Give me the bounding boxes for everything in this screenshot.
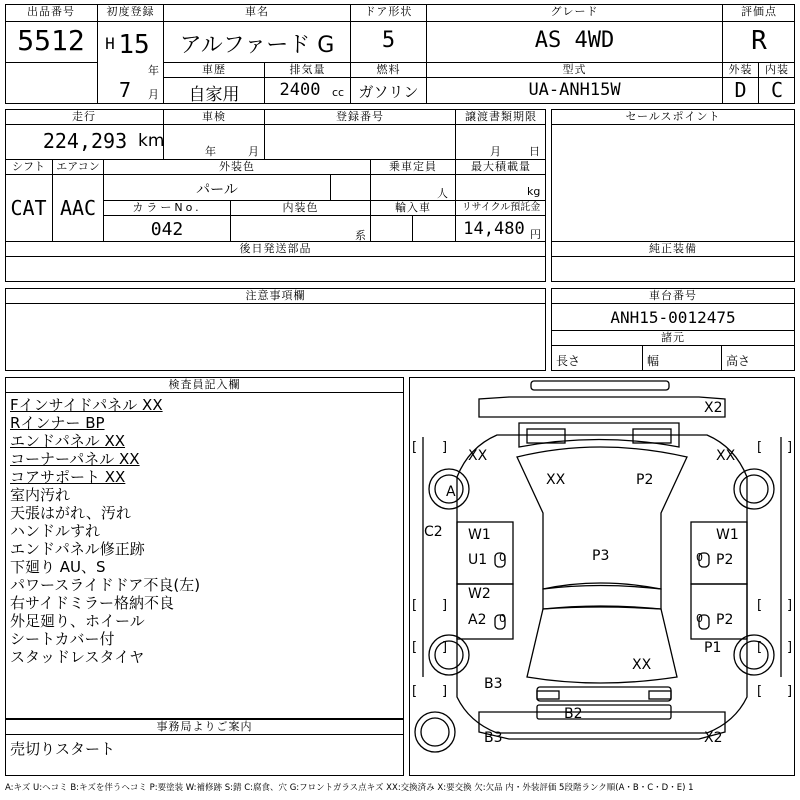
damage-mark: P2 [716,612,734,628]
month-unit: 月 [148,88,159,101]
genuine-equipment-label: 純正装備 [649,242,697,255]
office-text: 売切りスタート [10,740,116,758]
mileage: 224,293 [42,129,128,153]
fuel-label: 燃料 [376,63,401,76]
legend: A:キズ U:ヘコミ B:キズを伴うヘコミ P:要塗装 W:補修跡 S:錆 C:腐食、穴 G:フロントガラス点キズ XX:交換済み X:要交換 欠:欠品 内・外装評価 5段階ランク順(A・B・C・D・E) 1 [5,783,694,793]
first-reg-label: 初度登録 [106,5,155,18]
later-parts-label: 後日発送部品 [239,242,312,255]
transfer-day-unit: 日 [529,145,540,158]
inspector-note-line: パワースライドドア不良(左) [10,576,201,594]
diagram-bracket: ] [787,598,793,613]
recycle-unit: 円 [530,228,541,241]
inspector-note-line: エンドパネル XX [10,432,126,450]
front-bumper [479,397,725,417]
reg-year: 15 [118,30,150,60]
grade: AS 4WD [534,28,615,53]
inspector-note-line: シートカバー付 [10,630,115,648]
chassis-number: ANH15-0012475 [610,308,736,327]
diagram-bracket: [ [757,640,763,655]
score-label: 評価点 [741,5,777,18]
rear-cabin [527,606,677,683]
insp-year-unit: 年 [205,145,216,158]
reg-month: 7 [118,78,132,102]
lot-number: 5512 [17,24,85,57]
height-label: 高さ [726,354,751,368]
diagram-bracket: [ [412,440,418,455]
reg-number-label: 登録番号 [336,110,384,123]
diagram-bracket: ] [442,440,448,455]
recycle-amount: 14,480 [463,219,525,239]
int-color-label: 内装色 [282,201,319,214]
damage-mark: P1 [704,640,722,656]
shift: CAT [10,196,47,220]
damage-mark: XX [716,448,736,464]
inspector-note-line: Fインサイドパネル XX [10,396,163,414]
color-no: 042 [150,219,184,240]
inspector-note-line: Rインナー BP [10,414,105,432]
damage-mark: X2 [704,730,723,746]
ext-color: パール [196,182,238,198]
rear-bumper [479,712,725,739]
car-name: アルファード G [179,33,335,58]
damage-mark: XX [546,472,566,488]
damage-mark: U1 [468,552,488,568]
import-label: 輸入車 [395,201,431,214]
history-label: 車歴 [202,63,226,76]
grade-label: グレード [550,5,599,18]
damage-mark: P2 [636,472,654,488]
int-color-unit: 系 [355,229,366,242]
damage-mark: P3 [592,548,610,564]
year-unit: 年 [148,64,159,77]
inspection-label: 車検 [202,110,226,123]
diagram-bracket: ] [787,640,793,655]
model-label: 型式 [562,63,587,76]
damage-mark: B3 [484,730,503,746]
mileage-unit: km [138,131,165,151]
damage-mark: P2 [716,552,734,568]
diagram-small-mark: 0 [499,551,506,564]
diagram-bracket: [ [412,640,418,655]
capacity-label: 乗車定員 [389,160,437,173]
inspector-note-line: スタッドレスタイヤ [10,648,145,666]
inspector-note-line: 外足廻り、ホイール [10,612,145,630]
damage-mark: B3 [484,676,503,692]
damage-mark: B2 [564,706,583,722]
inspector-note-line: コアサポート XX [10,468,126,486]
dims-label: 諸元 [661,331,685,344]
mileage-label: 走行 [72,110,96,123]
inspector-note-line: 下廻り AU、S [10,558,106,576]
history: 自家用 [188,85,240,105]
load-label: 最大積載量 [471,160,531,173]
caution-label: 注意事項欄 [245,289,306,302]
damage-mark: X2 [704,400,723,416]
capacity-unit: 人 [437,187,448,200]
damage-mark: A2 [468,612,487,628]
diagram-small-mark: 0 [696,551,703,564]
diagram-small-mark: 0 [499,612,506,625]
chassis-label: 車台番号 [649,289,697,302]
inspector-note-line: 右サイドミラー格納不良 [10,594,174,612]
recycle-label: リサイクル預託金 [461,202,541,213]
model: UA-ANH15W [528,80,621,100]
fuel: ガソリン [358,83,419,101]
insp-month-unit: 月 [248,145,259,158]
int-score: C [770,78,784,102]
inspector-note-line: ハンドルすれ [10,522,101,540]
damage-mark: A [446,484,456,500]
load-unit: kg [527,185,541,198]
doors: 5 [381,28,396,53]
diagram-bracket: ] [787,684,793,699]
ext-score-label: 外装 [728,63,753,76]
front-plate [531,381,669,390]
transfer-label: 譲渡書類期限 [465,110,537,123]
diagram-bracket: ] [442,684,448,699]
displacement: 2400 [279,80,321,100]
ac: AAC [59,196,97,220]
diagram-bracket: [ [412,684,418,699]
cabin [517,447,687,589]
damage-mark: XX [632,657,652,673]
damage-mark: C2 [424,524,443,540]
ac-label: エアコン [56,160,100,173]
transfer-month-unit: 月 [490,145,501,158]
damage-mark: W1 [716,527,739,543]
int-score-label: 内装 [765,63,789,76]
car-name-label: 車名 [245,5,269,18]
diagram-bracket: [ [757,598,763,613]
width-label: 幅 [647,354,660,368]
ext-score: D [734,78,747,102]
diagram-bracket: [ [757,684,763,699]
inspector-note-line: 天張はがれ、汚れ [10,504,131,522]
door-label: ドア形状 [364,5,413,18]
damage-mark: W2 [468,586,491,602]
diagram-bracket: ] [787,440,793,455]
shift-label: シフト [12,160,45,173]
diagram-bracket: [ [412,598,418,613]
color-no-label: カラーNo. [132,201,202,214]
office-label: 事務局よりご案内 [156,720,253,733]
diagram-small-mark: 0 [696,612,703,625]
era: H [105,34,115,53]
diagram-bracket: [ [757,440,763,455]
inspector-note-line: エンドパネル修正跡 [10,540,145,558]
ext-color-label: 外装色 [219,160,255,173]
damage-mark: W1 [468,527,491,543]
disp-label: 排気量 [289,63,326,76]
score: R [751,26,767,56]
diagram-bracket: ] [442,640,448,655]
inspector-note-line: 室内汚れ [10,486,71,504]
sales-point-label: セールスポイント [625,110,721,123]
lot-label: 出品番号 [27,5,75,18]
diagram-bracket: ] [442,598,448,613]
damage-mark: XX [468,448,488,464]
inspector-note-line: コーナーパネル XX [10,450,140,468]
length-label: 長さ [556,354,581,368]
car-diagram-svg [409,377,795,776]
inspector-label: 検査員記入欄 [168,378,241,391]
disp-unit: cc [332,86,345,99]
